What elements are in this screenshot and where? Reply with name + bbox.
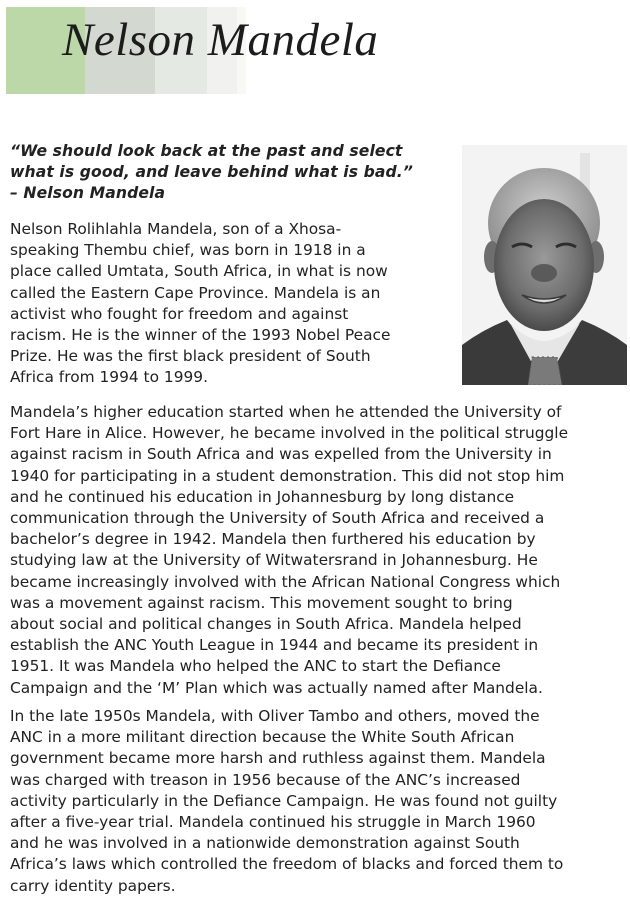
text-line: ANC in a more militant direction because the White South African xyxy=(10,728,515,747)
text-line: Africa’s laws which controlled the freedom of blacks and forced them to xyxy=(10,855,564,874)
text-line: Campaign and the ‘M’ Plan which was actually named after Mandela. xyxy=(10,678,543,697)
text-line: activity particularly in the Defiance Campaign. He was found not guilty xyxy=(10,791,558,810)
quote-block xyxy=(10,141,413,204)
text-line: was charged with treason in 1956 because of the ANC’s increased xyxy=(10,770,521,789)
text-line: Mandela’s higher education started when he attended the University of xyxy=(10,403,562,421)
text-line: speaking Thembu chief, was born in 1918 in a xyxy=(10,241,366,260)
text-line: carry identity papers. xyxy=(10,876,176,895)
text-line: was a movement against racism. This movement sought to bring xyxy=(10,593,513,612)
text-line: 1951. It was Mandela who helped the ANC to start the Defiance xyxy=(10,657,501,676)
text-line: 1940 for participating in a student demonstration. This did not stop him xyxy=(10,466,565,485)
text-line: communication through the University of South Africa and received a xyxy=(10,509,545,528)
paragraph-biography xyxy=(10,219,390,389)
text-line: after a five-year trial. Mandela continued his struggle in March 1960 xyxy=(10,813,536,832)
text-line: and he was involved in a nationwide demonstration against South xyxy=(10,834,520,853)
text-line: and he continued his education in Johannesburg by long distance xyxy=(10,487,515,506)
text-line: In the late 1950s Mandela, with Oliver Tambo and others, moved the xyxy=(10,707,540,725)
text-line: studying law at the University of Witwatersrand in Johannesburg. He xyxy=(10,551,538,570)
text-line: establish the ANC Youth League in 1944 and became its president in xyxy=(10,636,539,655)
text-line: Prize. He was the first black president of South xyxy=(10,347,371,366)
text-line: about social and political changes in South Africa. Mandela helped xyxy=(10,615,522,634)
portrait-photo-icon xyxy=(462,145,627,385)
text-line: government became more harsh and ruthless against them. Mandela xyxy=(10,749,546,768)
text-line: called the Eastern Cape Province. Mandela is an xyxy=(10,283,381,302)
text-line: place called Umtata, South Africa, in what is now xyxy=(10,262,388,281)
text-line: became increasingly involved with the African National Congress which xyxy=(10,572,561,591)
quote-line: “We should look back at the past and select xyxy=(10,142,403,160)
text-line: Nelson Rolihlahla Mandela, son of a Xhosa- xyxy=(10,220,342,238)
paragraph-activism xyxy=(10,706,563,897)
quote-line: what is good, and leave behind what is bad.” xyxy=(10,163,413,181)
page-title: Nelson Mandela xyxy=(62,14,379,66)
paragraph-education xyxy=(10,402,568,699)
text-line: Fort Hare in Alice. However, he became involved in the political struggle xyxy=(10,424,569,443)
text-line: Africa from 1994 to 1999. xyxy=(10,368,208,387)
text-line: bachelor’s degree in 1942. Mandela then furthered his education by xyxy=(10,530,536,549)
text-line: against racism in South Africa and was expelled from the University in xyxy=(10,445,552,464)
text-line: activist who fought for freedom and against xyxy=(10,304,349,323)
text-line: racism. He is the winner of the 1993 Nobel Peace xyxy=(10,326,391,345)
quote-attribution: – Nelson Mandela xyxy=(10,184,166,202)
